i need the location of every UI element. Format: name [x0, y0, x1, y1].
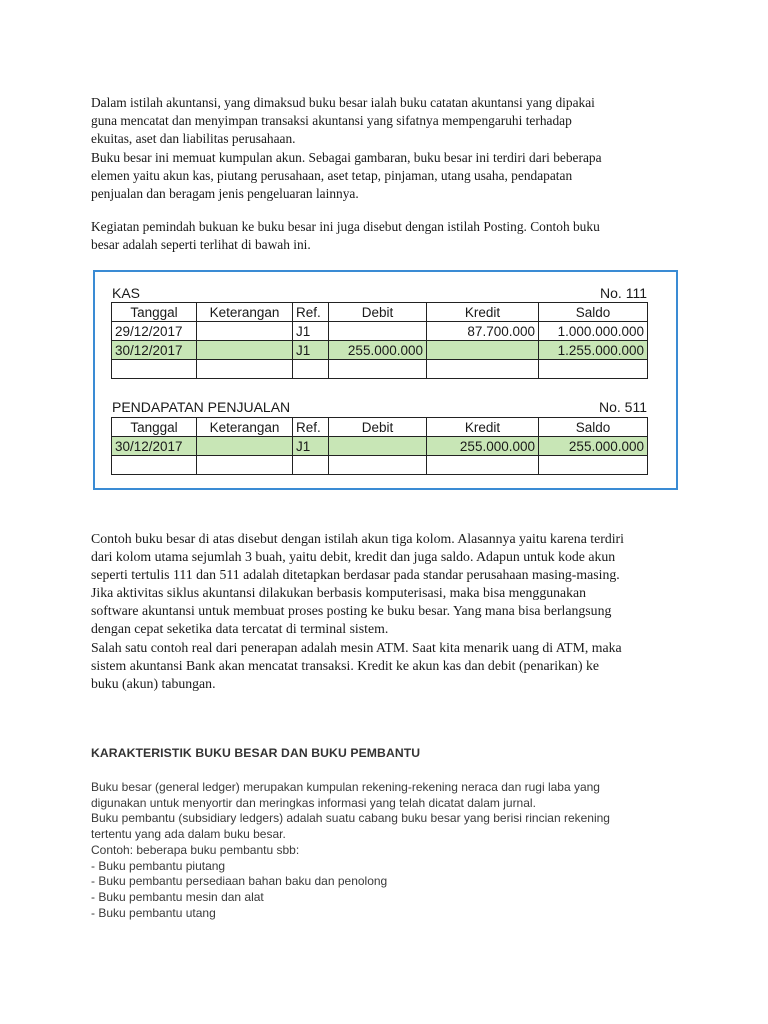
list-item: - Buku pembantu piutang	[91, 858, 226, 873]
intro-paragraph-2	[91, 149, 678, 204]
table-row	[112, 322, 648, 341]
table-row-empty	[112, 456, 648, 475]
text-line: software akuntansi untuk membuat proses posting ke buku besar. Yang mana bisa berlangsung	[91, 603, 612, 619]
list-item: - Buku pembantu persediaan bahan baku dan penolong	[91, 874, 388, 889]
cell-empty	[329, 360, 427, 379]
cell-empty	[197, 360, 293, 379]
cell-description	[197, 437, 293, 456]
cell-credit: 87.700.000	[427, 322, 539, 341]
cell-empty	[427, 360, 539, 379]
text-line: penjualan dan beragam jenis pengeluaran lainnya.	[91, 186, 359, 202]
text-line: Buku besar ini memuat kumpulan akun. Sebagai gambaran, buku besar ini terdiri dari beberapa	[91, 150, 602, 165]
column-header: Debit	[329, 303, 427, 322]
text-line: Buku besar (general ledger) merupakan kumpulan rekening-rekening neraca dan rugi laba yang	[91, 780, 600, 794]
cell-description	[197, 322, 293, 341]
column-header: Kredit	[427, 418, 539, 437]
text-line: tertentu yang ada dalam buku besar.	[91, 827, 286, 842]
account-number: No. 511	[599, 399, 647, 415]
list-item: - Buku pembantu utang	[91, 905, 216, 920]
text-line: Jika aktivitas siklus akuntansi dilakukan berbasis komputerisasi, maka bisa menggunakan	[91, 585, 587, 601]
cell-empty	[539, 456, 648, 475]
section-paragraph	[91, 780, 651, 921]
cell-empty	[293, 360, 329, 379]
column-header: Debit	[329, 418, 427, 437]
column-header: Saldo	[539, 303, 648, 322]
text-line: Dalam istilah akuntansi, yang dimaksud buku besar ialah buku catatan akuntansi yang dipakai	[91, 95, 595, 110]
section-heading: KARAKTERISTIK BUKU BESAR DAN BUKU PEMBANTU	[91, 746, 421, 760]
ledger-table-kas	[111, 302, 648, 379]
column-header: Saldo	[539, 418, 648, 437]
list-item: - Buku pembantu mesin dan alat	[91, 889, 264, 904]
cell-empty	[112, 360, 197, 379]
cell-balance: 1.255.000.000	[539, 341, 648, 360]
intro-paragraph-3	[91, 218, 678, 254]
cell-date: 29/12/2017	[112, 322, 197, 341]
text-line: Buku pembantu (subsidiary ledgers) adalah suatu cabang buku besar yang berisi rincian rekening	[91, 811, 610, 826]
cell-empty	[197, 456, 293, 475]
cell-credit: 255.000.000	[427, 437, 539, 456]
ledger-figure	[93, 270, 678, 490]
cell-empty	[539, 360, 648, 379]
cell-balance: 255.000.000	[539, 437, 648, 456]
column-header: Keterangan	[197, 418, 293, 437]
table-header-row	[112, 303, 648, 322]
cell-balance: 1.000.000.000	[539, 322, 648, 341]
account-number: No. 111	[600, 285, 647, 301]
column-header: Ref.	[293, 418, 329, 437]
ledger-table-sales	[111, 417, 648, 475]
text-line: Salah satu contoh real dari penerapan adalah mesin ATM. Saat kita menarik uang di ATM, maka	[91, 639, 622, 655]
text-line: seperti tertulis 111 dan 511 adalah ditetapkan berdasar pada standar perusahaan masing-masing.	[91, 567, 620, 583]
cell-empty	[329, 456, 427, 475]
text-line: Contoh: beberapa buku pembantu sbb:	[91, 842, 300, 857]
cell-empty	[427, 456, 539, 475]
column-header: Tanggal	[112, 418, 197, 437]
table-header-row	[112, 418, 648, 437]
cell-date: 30/12/2017	[112, 341, 197, 360]
text-line: digunakan untuk menyortir dan meringkas informasi yang telah dicatat dalam jurnal.	[91, 795, 536, 810]
cell-ref: J1	[293, 341, 329, 360]
cell-date: 30/12/2017	[112, 437, 197, 456]
cell-description	[197, 341, 293, 360]
cell-ref: J1	[293, 322, 329, 341]
table-row-highlighted	[112, 437, 648, 456]
account-name: KAS	[112, 285, 141, 301]
table-row-highlighted	[112, 341, 648, 360]
text-line: guna mencatat dan menyimpan transaksi akuntansi yang sifatnya mempengaruhi terhadap	[91, 113, 572, 129]
cell-credit	[427, 341, 539, 360]
cell-debit: 255.000.000	[329, 341, 427, 360]
text-line: besar adalah seperti terlihat di bawah ini.	[91, 237, 311, 253]
text-line: buku (akun) tabungan.	[91, 675, 216, 691]
column-header: Keterangan	[197, 303, 293, 322]
cell-empty	[293, 456, 329, 475]
body-paragraph	[91, 530, 691, 693]
column-header: Ref.	[293, 303, 329, 322]
text-line: dari kolom utama sejumlah 3 buah, yaitu debit, kredit dan juga saldo. Adapun untuk kode akun	[91, 549, 616, 565]
text-line: Kegiatan pemindah bukuan ke buku besar ini juga disebut dengan istilah Posting. Contoh buku	[91, 219, 600, 234]
column-header: Tanggal	[112, 303, 197, 322]
text-line: elemen yaitu akun kas, piutang perusahaan, aset tetap, pinjaman, utang usaha, pendapatan	[91, 168, 573, 184]
column-header: Kredit	[427, 303, 539, 322]
cell-debit	[329, 322, 427, 341]
cell-debit	[329, 437, 427, 456]
text-line: ekuitas, aset dan liabilitas perusahaan.	[91, 131, 296, 147]
text-line: sistem akuntansi Bank akan mencatat transaksi. Kredit ke akun kas dan debit (penarikan) ke	[91, 657, 600, 673]
table-row-empty	[112, 360, 648, 379]
text-line: dengan cepat seketika data tercatat di terminal sistem.	[91, 621, 389, 637]
account-name: PENDAPATAN PENJUALAN	[112, 399, 291, 415]
cell-ref: J1	[293, 437, 329, 456]
cell-empty	[112, 456, 197, 475]
text-line: Contoh buku besar di atas disebut dengan istilah akun tiga kolom. Alasannya yaitu karena terdiri	[91, 531, 624, 546]
intro-paragraph-1	[91, 94, 678, 149]
